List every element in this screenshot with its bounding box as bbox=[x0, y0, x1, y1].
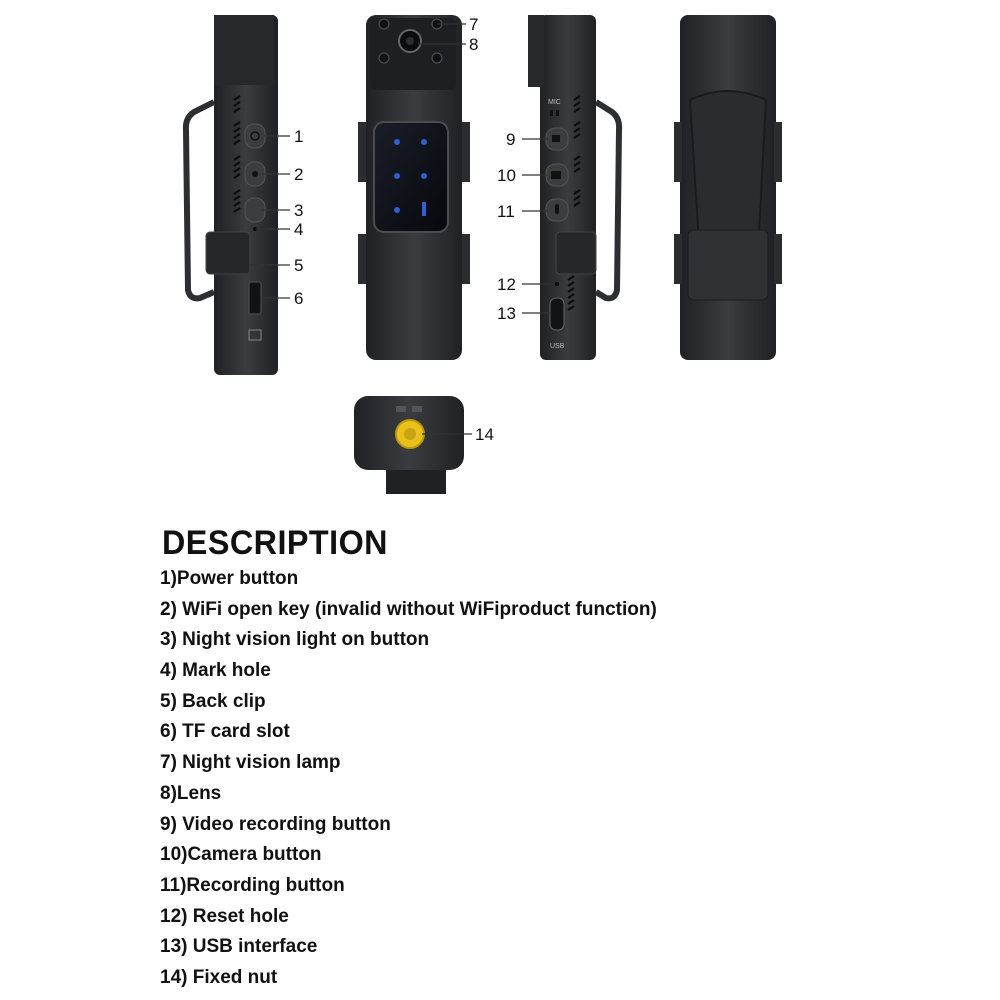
description-list bbox=[160, 564, 657, 994]
description-item-4: 4) Mark hole bbox=[160, 660, 271, 682]
description-item-2: 2) WiFi open key (invalid without WiFiproduct function) bbox=[160, 598, 657, 620]
right-side-view bbox=[528, 15, 619, 360]
description-item-1: 1)Power button bbox=[160, 568, 299, 589]
description-item-12: 12) Reset hole bbox=[160, 905, 289, 927]
description-item-3: 3) Night vision light on button bbox=[160, 629, 430, 651]
callout-13: 13 bbox=[497, 304, 516, 323]
description-item-14: 14) Fixed nut bbox=[160, 966, 278, 988]
callout-1: 1 bbox=[294, 127, 304, 146]
callout-10: 10 bbox=[497, 166, 516, 185]
callout-7: 7 bbox=[469, 15, 479, 34]
back-view bbox=[674, 15, 782, 360]
callout-9: 9 bbox=[506, 130, 516, 149]
callout-5: 5 bbox=[294, 256, 304, 275]
description-item-6: 6) TF card slot bbox=[160, 721, 290, 743]
callout-14: 14 bbox=[475, 425, 494, 444]
description-item-7: 7) Night vision lamp bbox=[160, 752, 341, 774]
description-item-9: 9) Video recording button bbox=[160, 813, 391, 835]
reset-hole-shape bbox=[555, 282, 559, 286]
description-item-13: 13) USB interface bbox=[160, 936, 318, 958]
callout-3: 3 bbox=[294, 201, 304, 220]
callout-2: 2 bbox=[294, 165, 304, 184]
description-item-8: 8)Lens bbox=[160, 782, 222, 804]
left-side-view bbox=[186, 15, 278, 375]
description-title: DESCRIPTION bbox=[162, 524, 388, 562]
callout-6: 6 bbox=[294, 289, 304, 308]
usb-label: USB bbox=[550, 343, 565, 350]
tf-slot-shape bbox=[249, 282, 261, 314]
callout-8: 8 bbox=[469, 35, 479, 54]
usb-port-shape bbox=[550, 298, 564, 330]
callout-4: 4 bbox=[294, 220, 304, 239]
mic-label: MIC bbox=[548, 99, 561, 106]
callout-11: 11 bbox=[497, 202, 515, 221]
bottom-view bbox=[354, 396, 464, 494]
callout-12: 12 bbox=[497, 275, 516, 294]
description-item-5: 5) Back clip bbox=[160, 690, 266, 712]
front-panel-shape bbox=[374, 122, 448, 232]
description-item-11: 11)Recording button bbox=[160, 874, 345, 896]
night-lamp-shape bbox=[379, 19, 389, 29]
description-item-10: 10)Camera button bbox=[160, 844, 322, 866]
front-view bbox=[358, 15, 470, 360]
